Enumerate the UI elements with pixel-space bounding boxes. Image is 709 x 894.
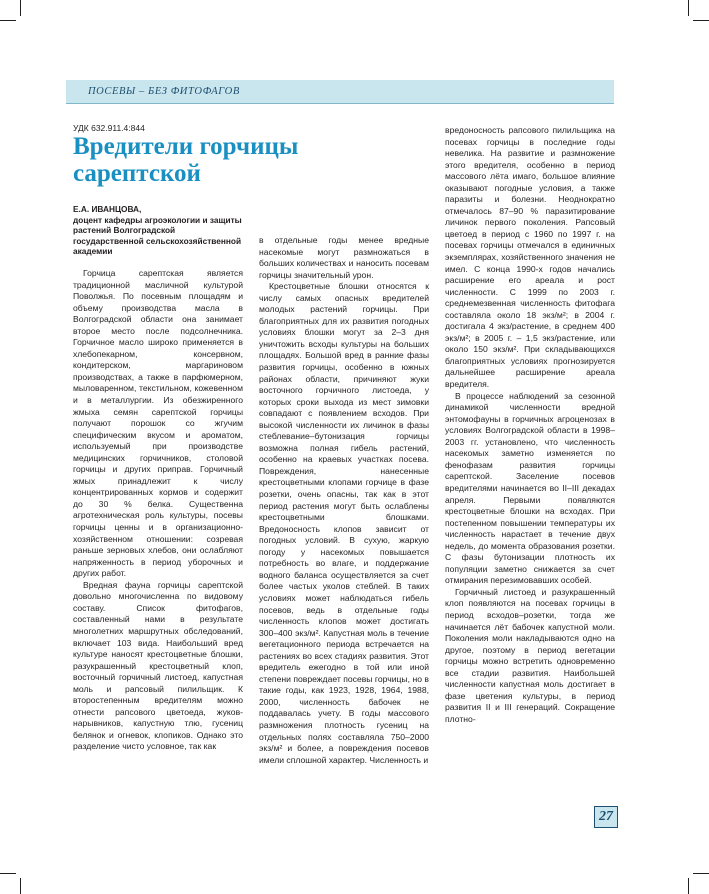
author-name: Е.А. ИВАНЦОВА, [73, 204, 142, 214]
text-column-3 [445, 125, 615, 725]
crop-mark [0, 873, 16, 874]
section-header: ПОСЕВЫ – БЕЗ ФИТОФАГОВ [88, 86, 240, 97]
text-column-2 [259, 235, 429, 766]
paragraph: Горчица сарептская является традиционной масличной культурой Поволжья. По посевным площадям и объему производства масла в Волгоградской области она занимает второе место после подсолнечника. Горчичное масло широко применяется в хлебопекарном, консервном, кондитерском, маргариновом производствах, а также в парфюмерном, мыловаренном, текстильном, кожевенном и в металлургии. Из обезжиренного жмыха семян сарептской горчицы получают порошок со жгучим специфическим вкусом и ароматом, используемый при производстве медицинских горчичников, столовой горчицы и других приправ. Горчичный жмых принадлежит к числу концентрированных кормов и содержит до 30 % белка. Существенна агротехническая роль культуры, посевы горчицы ценны и в организационно-хозяйственном отношении: созревая раньше зерновых хлебов, они ослабляют напряженность в период уборочных и других работ. [73, 268, 243, 579]
paragraph: В процессе наблюдений за сезонной динамикой численности вредной энтомофауны в горчичных агроценозах в условиях Волгоградской области в 1998–2003 гг. установлено, что численность насекомых заметно изменяется по фенофазам развития горчицы сарептской. Заселение посевов вредителями начинается во II–III декадах апреля. Первыми появляются крестоцветные блошки на всходах. При постепенном повышении температуры их численность нарастает в течение двух недель, до момента образования розетки. С фазы бутонизации плотность их популяции заметно снижается за счет отмирания перезимовавших особей. [445, 390, 615, 586]
crop-mark [688, 878, 689, 894]
article-title: Вредители горчицы сарептской [73, 133, 299, 187]
author-position: доцент кафедры агроэкологии и защиты растений Волгоградской государственной сельскохозяйственной академии [73, 214, 242, 257]
crop-mark [688, 0, 689, 16]
text-column-1 [73, 268, 243, 753]
udk-code: УДК 632.911.4:844 [73, 123, 145, 133]
crop-mark [20, 0, 21, 16]
crop-mark [693, 873, 709, 874]
page-number: 27 [594, 806, 618, 828]
paragraph: Горчичный листоед и разукрашенный клоп появляются на посевах горчицы в период всходов–розетки, тогда же начинается лёт бабочек капустной моли. Поколения моли накладываются одно на другое, поэтому в период вегетации горчицы можно встретить одновременно все стадии развития. Наибольшей численности капустная моль достигает в фазе цветения культуры, в период развития II и III генераций. Сокращение плотно- [445, 586, 615, 724]
crop-mark [20, 878, 21, 894]
paragraph: вредоносность рапсового пилильщика на посевах горчицы в последние годы невелика. На развитие и размножение этого вредителя, особенно в период массового лёта имаго, большое влияние оказывают погодные условия, а также паразиты и болезни. Неоднократно отмечалось 87–90 % паразитирование личинок первого поколения. Рапсовый цветоед в период с 1960 по 1997 г. на посевах горчицы отмечался в единичных экземплярах, хозяйственного значения не имел. С конца 1990-х годов начались расширение его ареала и рост численности. С 1999 по 2003 г. среднемезвенная численность фитофага составляла около 18 экз/м²; в 2004 г. достигала 4 экз/растение, в среднем 400 экз/м²; в 2005 г. – 1,5 экз/растение, или около 150 экз/м². При складывающихся благоприятных условиях прогнозируется дальнейшее расширение ареала вредителя. [445, 125, 615, 390]
author-block [73, 204, 243, 257]
crop-mark [693, 20, 709, 21]
paragraph: в отдельные годы менее вредные насекомые могут размножаться в больших количествах и наносить посевам горчицы значительный урон. [259, 235, 429, 280]
paragraph: Вредная фауна горчицы сарептской довольно многочисленна по видовому составу. Список фитофагов, составленный нами в результате многолетних маршрутных обследований, включает 103 вида. Наибольший вред культуре наносят крестоцветные блошки, разукрашенный крестоцветный клоп, восточный горчичный листоед, капустная моль и рапсовый пилильщик. К второстепенным вредителям можно отнести рапсового цветоеда, жуков-нарывников, капустную тлю, гусениц белянок и огневок, клопиков. Однако это разделение чисто условное, так как [73, 579, 243, 752]
crop-mark [0, 20, 16, 21]
paragraph: Крестоцветные блошки относятся к числу самых опасных вредителей молодых растений горчицы. При благоприятных для их развития погодных условиях блошки могут за 2–3 дня уничтожить всходы культуры на больших площадях. Большой вред в ранние фазы развития горчицы, особенно в южных районах области, причиняют жуки восточного горчичного листоеда, у которых сроки выхода из мест зимовки совпадают с появлением всходов. При высокой численности их личинок в фазы стеблевание–бутонизация горчицы возможна полная гибель растений, особенно на краевых участках посева. Повреждения, нанесенные крестоцветными клопами горчице в фазе розетки, очень опасны, так как в этот период растения могут быть ослаблены крестоцветными блошками. Вредоносность клопов зависит от погодных условий. В сухую, жаркую погоду у насекомых повышается потребность во влаге, и поддержание водного баланса осуществляется за счет более частых уколов стеблей. В таких условиях может наблюдаться гибель посевов, ведь в отдельные годы численность клопов может достигать 300–400 экз/м². Капустная моль в течение вегетационного периода встречается на растениях во всех стадиях развития. Этот вредитель ежегодно в той или иной степени повреждает посевы горчицы, но в такие годы, как 1923, 1928, 1964, 1988, 2000, численность бабочек не поддавалась учету. В годы массового размножения плотность гусениц на отдельных полях составляла 750–2000 экз/м² и более, а повреждения посевов имели сплошной характер. Численность и [259, 281, 429, 765]
